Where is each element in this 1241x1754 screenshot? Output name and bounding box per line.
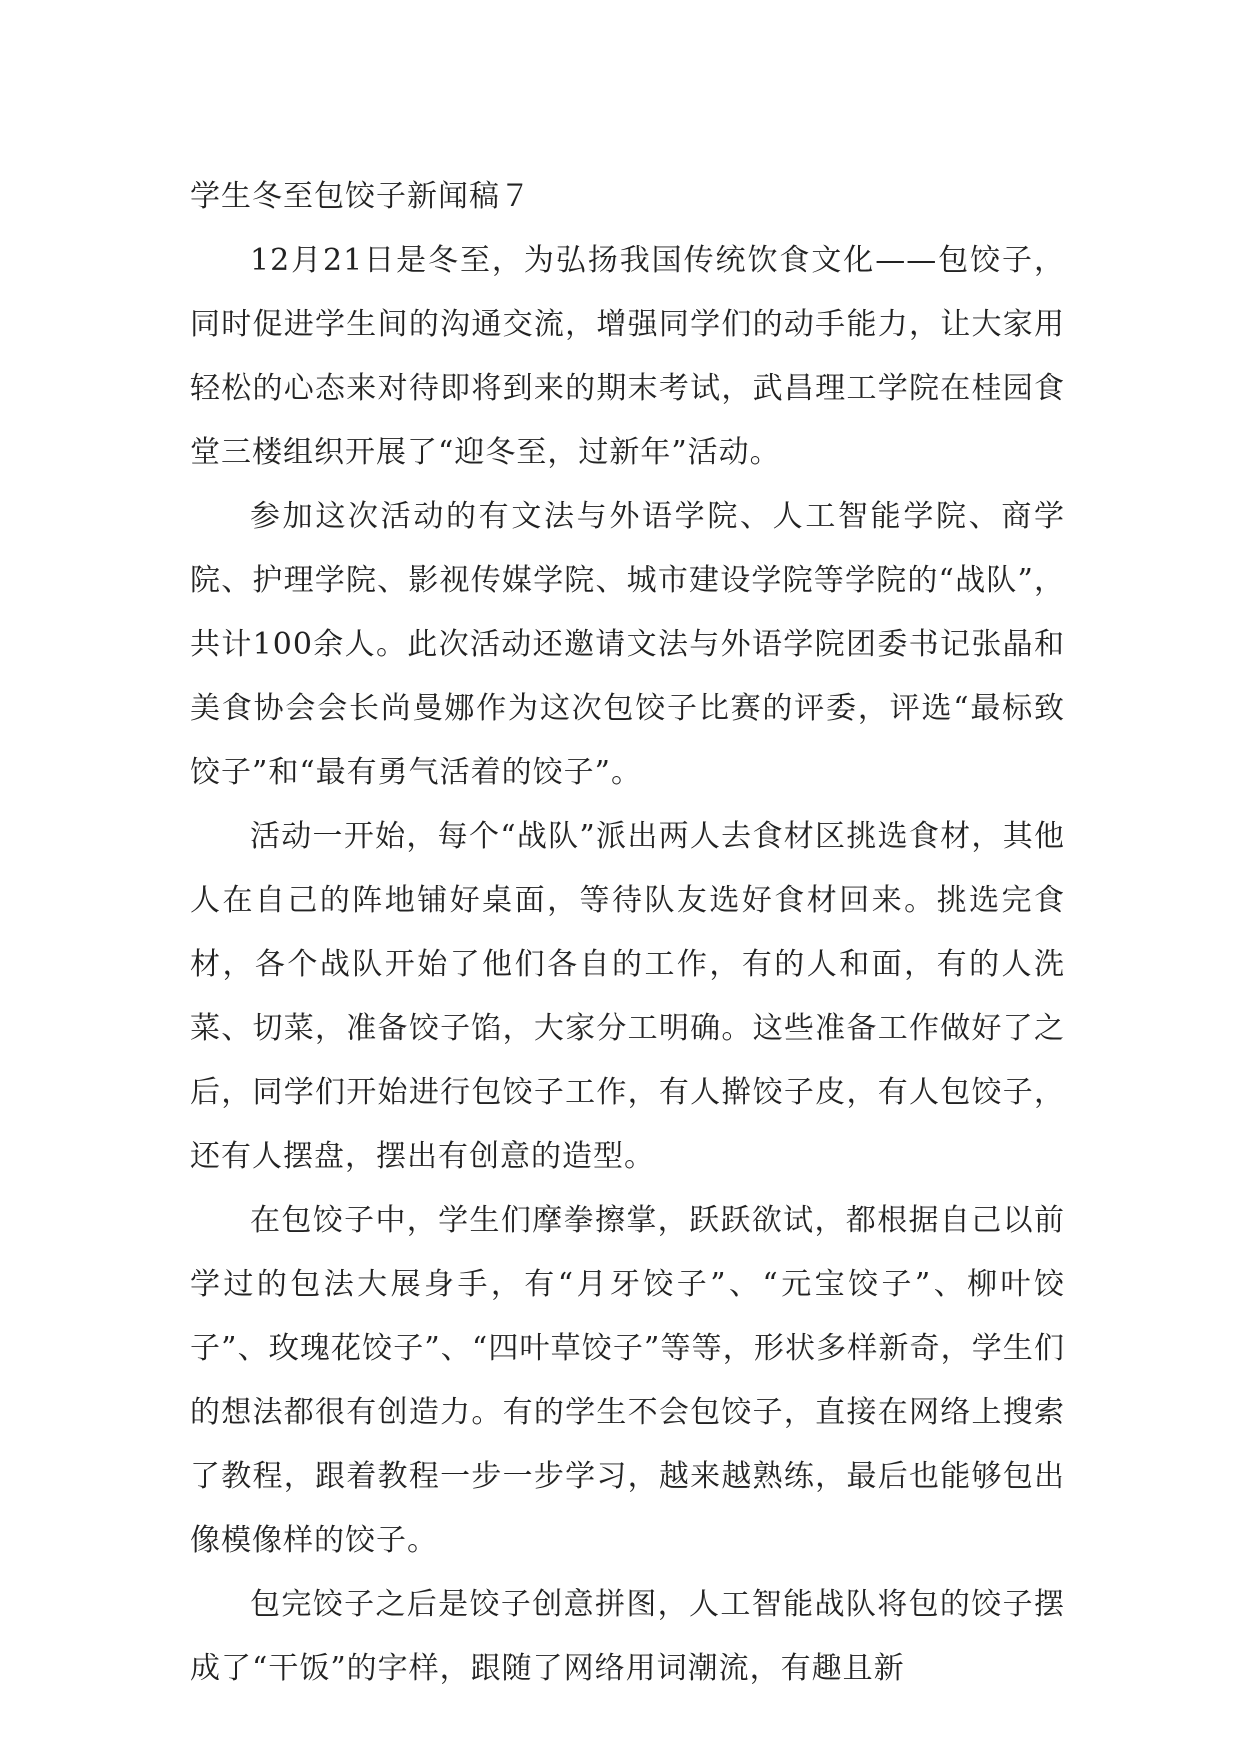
paragraph-2: 参加这次活动的有文法与外语学院、人工智能学院、商学院、护理学院、影视传媒学院、城市建设学院等学院的“战队”，共计100余人。此次活动还邀请文法与外语学院团委书记张晶和美食协会会长尚曼娜作为这次包饺子比赛的评委，评选“最标致饺子”和“最有勇气活着的饺子”。 <box>190 499 1065 790</box>
paragraph-5: 包完饺子之后是饺子创意拼图，人工智能战队将包的饺子摆成了“干饭”的字样，跟随了网络用词潮流，有趣且新 <box>190 1587 1065 1686</box>
document-title: 学生冬至包饺子新闻稿７ <box>190 179 531 214</box>
paragraph-3: 活动一开始，每个“战队”派出两人去食材区挑选食材，其他人在自己的阵地铺好桌面，等待队友选好食材回来。挑选完食材，各个战队开始了他们各自的工作，有的人和面，有的人洗菜、切菜，准备饺子馅，大家分工明确。这些准备工作做好了之后，同学们开始进行包饺子工作，有人擀饺子皮，有人包饺子，还有人摆盘，摆出有创意的造型。 <box>190 819 1065 1174</box>
document-body <box>190 165 1065 1701</box>
paragraph-4: 在包饺子中，学生们摩拳擦掌，跃跃欲试，都根据自己以前学过的包法大展身手，有“月牙饺子”、“元宝饺子”、柳叶饺子”、玫瑰花饺子”、“四叶草饺子”等等，形状多样新奇，学生们的想法都很有创造力。有的学生不会包饺子，直接在网络上搜索了教程，跟着教程一步一步学习，越来越熟练，最后也能够包出像模像样的饺子。 <box>190 1203 1065 1558</box>
paragraph-1: 12月21日是冬至，为弘扬我国传统饮食文化——包饺子，同时促进学生间的沟通交流，增强同学们的动手能力，让大家用轻松的心态来对待即将到来的期末考试，武昌理工学院在桂园食堂三楼组织开展了“迎冬至，过新年”活动。 <box>190 243 1065 470</box>
